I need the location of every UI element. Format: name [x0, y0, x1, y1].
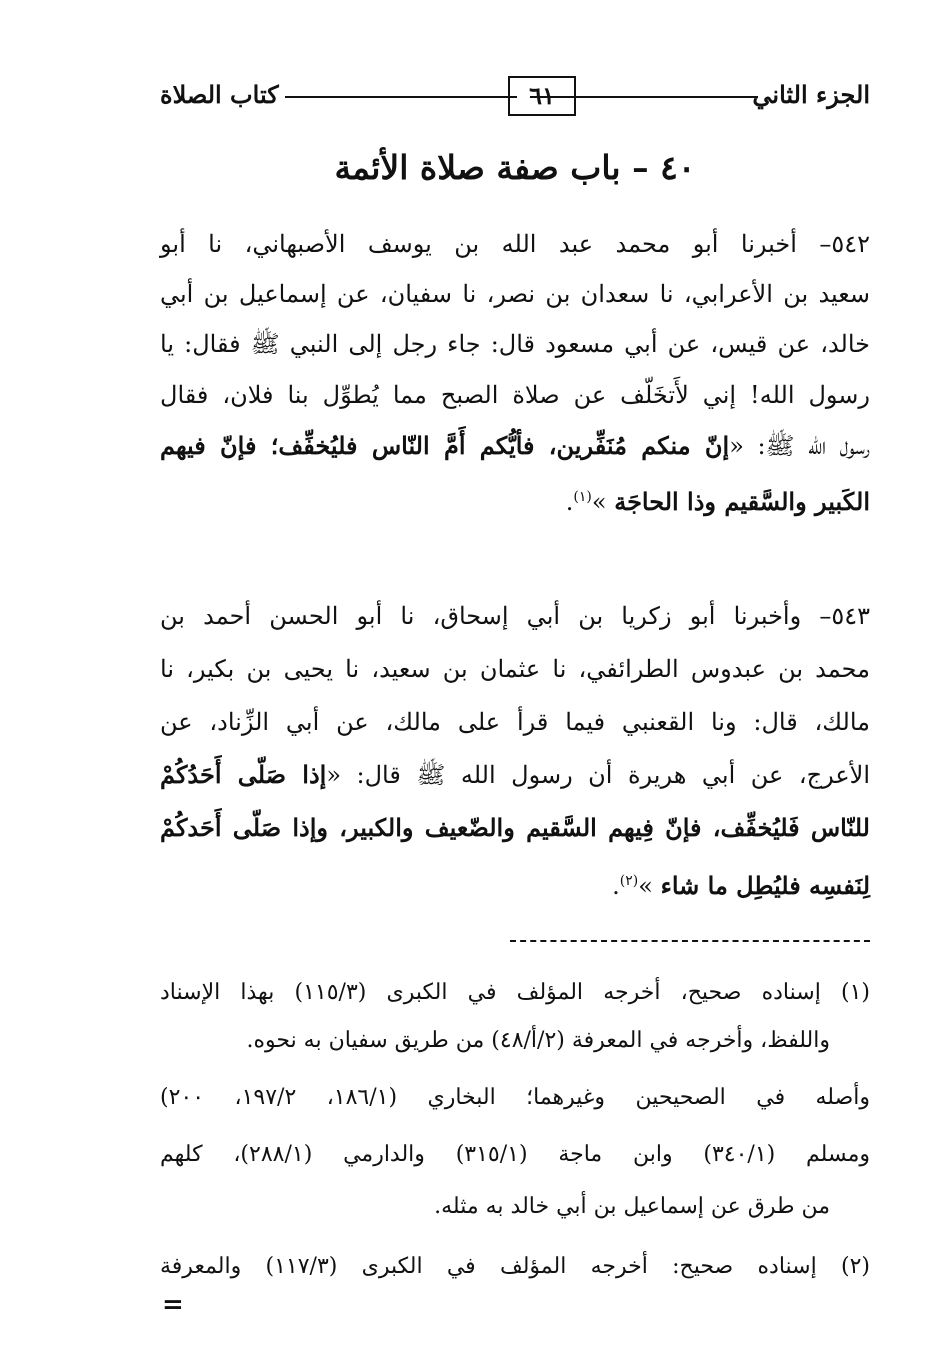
- footnote-separator: [510, 940, 870, 942]
- chapter-title: ٤٠ – باب صفة صلاة الأئمة: [334, 148, 696, 187]
- quote-close: »: [591, 488, 607, 516]
- footnote-line: وأصله في الصحيحين وغيرهما؛ البخاري (١٨٦/١، ١٩٧/٢، ٢٠٠): [160, 1085, 871, 1110]
- quote-close: »: [638, 872, 653, 900]
- footnote-ref: (٢): [619, 873, 639, 889]
- part-label: الجزء الثاني: [752, 80, 870, 109]
- text-span: الأعرج، عن أبي هريرة أن رسول الله ﷺ قال: «: [326, 761, 870, 789]
- text-line: ٥٤٣– وأخبرنا أبو زكريا بن أبي إسحاق، نا أبو الحسن أحمد بن: [160, 602, 870, 630]
- text-line: مالك، قال: ونا القعنبي فيما قرأ على مالك، عن أبي الزِّناد، عن: [160, 708, 870, 736]
- hadith-quote: إذا صَلّى أَحَدُكُمْ: [160, 760, 327, 789]
- text-line: [160, 428, 870, 464]
- hadith-quote: إنّ منكم مُنَفِّرين، فأيُّكم أَمَّ النّاس فليُخفِّف؛ فإنّ فيهم: [160, 431, 730, 460]
- header-rule-left: [285, 96, 517, 98]
- book-label: كتاب الصلاة: [160, 80, 279, 109]
- text-line: [160, 757, 870, 793]
- text-span: رسول الله ﷺ: «: [729, 432, 870, 460]
- footnote-line: (١) إسناده صحيح، أخرجه المؤلف في الكبرى (١١٥/٣) بهذا الإسناد: [160, 980, 870, 1005]
- footnote-ref: (١): [573, 489, 592, 505]
- hadith-quote: لِنَفسِه فليُطِل ما شاء: [660, 871, 870, 900]
- text-line: للنّاس فَليُخفِّف، فإنّ فِيهم السَّقيم والضّعيف والكبير، وإذا صَلّى أَحَدكُمْ: [160, 813, 870, 842]
- hadith-quote: الكَبير والسَّقيم وذا الحاجَة: [614, 487, 870, 516]
- text-line: محمد بن عبدوس الطرائفي، نا عثمان بن سعيد، نا يحيى بن بكير، نا: [160, 655, 870, 683]
- footnote-line: ومسلم (٣٤٠/١) وابن ماجة (٣١٥/١) والدارمي (٢٨٨/١)، كلهم: [160, 1142, 870, 1167]
- page-number: ٦١: [508, 76, 576, 116]
- continuation-mark: =: [162, 1290, 184, 1320]
- footnote-line: من طرق عن إسماعيل بن أبي خالد به مثله.: [434, 1194, 830, 1219]
- text-line: الكَبير والسَّقيم وذا الحاجَة »$^{(١)}$.: [565, 487, 870, 516]
- page-header: [160, 72, 870, 122]
- text-line: ٥٤٢– أخبرنا أبو محمد عبد الله بن يوسف الأصبهاني، نا أبو: [160, 230, 870, 258]
- text-line: خالد، عن قيس، عن أبي مسعود قال: جاء رجل إلى النبي ﷺ فقال: يا: [160, 330, 870, 358]
- text-line: لِنَفسِه فليُطِل ما شاء »$^{(٢)}$.: [612, 871, 870, 900]
- text-line: رسول الله! إني لأَتخَلّف عن صلاة الصبح مما يُطوِّل بنا فلان، فقال: [160, 381, 870, 409]
- footnote-line: واللفظ، وأخرجه في المعرفة (٢/أ/٤٨) من طريق سفيان به نحوه.: [246, 1028, 830, 1053]
- text-line: سعيد بن الأعرابي، نا سعدان بن نصر، نا سفيان، عن إسماعيل بن أبي: [160, 280, 870, 308]
- footnote-line: (٢) إسناده صحيح: أخرجه المؤلف في الكبرى (١١٧/٣) والمعرفة: [160, 1254, 870, 1279]
